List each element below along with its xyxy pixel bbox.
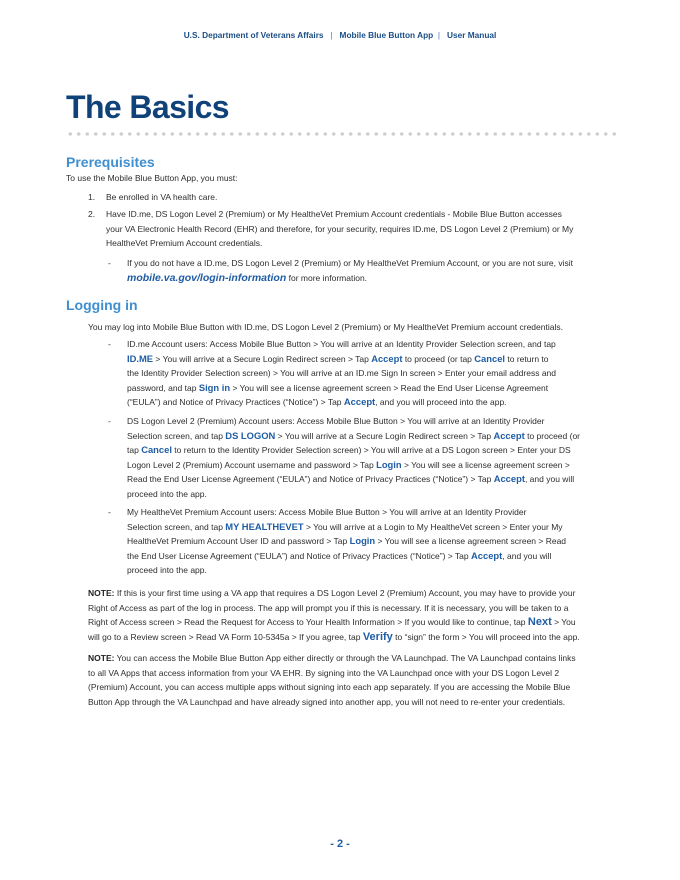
bullet-dash: - [108,507,111,517]
logging-in-intro: You may log into Mobile Blue Button with ID.me, DS Logon Level 2 (Premium) or My HealtheVet Premium account credentials. [88,322,563,332]
prerequisites-intro: To use the Mobile Blue Button App, you must: [66,173,238,183]
text-span: > You [551,617,576,627]
text-line: HealtheVet Premium Account credentials. [106,238,263,248]
prereq-item-1: Be enrolled in VA health care. [106,192,218,202]
text-line: If you do not have a ID.me, DS Logon Level 2 (Premium) or My HealtheVet Premium Account, or you are not sure, visit [127,258,573,268]
text-span: You can access the Mobile Blue Button App either directly or through the VA Launchpad. The VA Launchpad contains links [114,653,576,663]
text-line: your VA Electronic Health Record (EHR) and therefore, for your security, requires ID.me, DS Logon Level 2 (Premium) or My [106,223,574,234]
note-label: NOTE: [88,653,115,663]
text-line [88,586,628,601]
text-line [127,549,627,564]
text-line [127,381,627,396]
prereq-subitem [127,256,627,285]
text-span: , and you will [502,550,552,561]
text-span: > You will arrive at a Secure Login Redirect screen > Tap [153,353,372,364]
accept-keyword: Accept [493,473,525,484]
prereq-item-2 [106,207,626,251]
text-line: ID.me Account users: Access Mobile Blue Button > You will arrive at an Identity Provider Selection screen, and tap [127,339,556,349]
text-span: to proceed (or tap [402,353,475,364]
header-separator: | [437,30,441,40]
header-doc: User Manual [446,30,497,40]
accept-keyword: Accept [493,429,525,441]
text-line [127,458,627,473]
text-span: Read the End User License Agreement (“EULA”) and Notice of Privacy Practices (“Notice”) > Tap [127,474,494,484]
text-line: My HealtheVet Premium Account users: Access Mobile Blue Button > You will arrive at an Identity Provider [127,507,527,517]
text-line: Button App through the VA Launchpad and have already signed into another app, you will not need to re-enter your credentials. [88,696,566,707]
text-span: will go to a Review screen > Read VA Form 10-5345a > If you agree, tap [88,631,363,642]
prerequisites-heading: Prerequisites [66,154,155,170]
text-span: > You will arrive at a Login to My HealtheVet screen > Enter your My [303,521,563,532]
login-keyword: Login [376,458,402,470]
accept-keyword: Accept [371,352,403,364]
text-line [88,651,628,666]
text-line: Have ID.me, DS Logon Level 2 (Premium) or My HealtheVet Premium Account credentials - Mobile Blue Button accesses [106,209,562,219]
running-header [0,30,680,40]
next-keyword: Next [527,616,552,628]
text-span: to return to [505,353,549,364]
text-line: (Premium) Account, you can access multiple apps without signing into each app separately. If you are accessing the Mobile Blue [88,682,571,692]
text-line [127,443,627,458]
note-label: NOTE: [88,588,115,598]
bullet-dash: - [108,416,111,426]
text-line: proceed into the app. [127,488,207,499]
text-span: , and you will [524,474,575,484]
dotted-divider [66,131,616,137]
text-span: Selection screen, and tap [127,430,226,441]
cancel-keyword: Cancel [474,352,506,364]
list-number: 1. [88,192,96,202]
cancel-keyword: Cancel [141,444,172,455]
note-va-launchpad [88,651,628,709]
text-line [127,429,627,444]
login-keyword: Login [349,535,376,546]
text-line [88,615,628,630]
sign-in-keyword: Sign in [198,381,231,393]
text-span: (“EULA”) and Notice of Privacy Practices (“Notice”) > Tap [127,397,344,407]
login-information-link[interactable]: mobile.va.gov/login-information [127,271,287,284]
text-line [127,395,627,410]
text-span: to return to the Identity Provider Selection screen) > You will arrive at a DS Logon screen > Enter your DS [171,445,571,455]
logging-in-heading: Logging in [66,297,138,313]
text-span: If this is your first time using a VA app that requires a DS Logon Level 2 (Premium) Account, you may have to provide your [114,588,576,598]
idme-keyword: ID.ME [127,352,154,364]
text-span: HealtheVet Premium Account User ID and password > Tap [127,536,350,546]
text-line [127,520,627,535]
text-span: Right of Access screen > Read the Request for Access to Your Health Information > If you would like to continue, tap [88,617,528,627]
list-number: 2. [88,209,96,219]
accept-keyword: Accept [343,396,376,407]
text-line [127,352,627,367]
note-right-of-access [88,586,628,644]
ds-logon-instructions [127,414,627,501]
page-title: The Basics [66,89,229,125]
text-span: > You will see a license agreement screen > Read the End User License Agreement [230,382,549,393]
text-span: > You will see a license agreement screen > [401,459,570,470]
ds-logon-keyword: DS LOGON [225,429,276,441]
text-span: to “sign” the form > You will proceed into the app. [392,631,580,642]
verify-keyword: Verify [362,630,393,643]
text-span: , and you will proceed into the app. [375,397,507,407]
idme-instructions [127,337,627,410]
bullet-dash: - [108,258,111,268]
text-line: to all VA Apps that access information from your VA EHR. By signing into the VA Launchpad once with your DS Logon Level 2 [88,667,560,678]
text-line: Right of Access as part of the log in process. The app will prompt you if this is necessary. If it is necessary, you will be taken to a [88,602,569,613]
text-span: password, and tap [127,382,199,393]
my-healthevet-keyword: MY HEALTHEVET [225,520,304,532]
text-span: for more information. [286,272,368,283]
my-healthevet-instructions [127,505,627,578]
header-separator: | [330,30,333,40]
text-line [88,630,628,645]
text-span: Logon Level 2 (Premium) Account username and password > Tap [127,459,377,470]
text-line: the Identity Provider Selection screen) > You will arrive at an ID.me Sign In screen > Enter your email address and [127,368,557,378]
text-line [127,534,627,549]
text-line: proceed into the app. [127,565,207,575]
text-span: the End User License Agreement (“EULA”) and Notice of Privacy Practices (“Notice”) > Tap [127,550,471,561]
page-number: - 2 - [330,838,350,850]
text-span: to proceed (or [524,430,580,441]
bullet-dash: - [108,339,111,349]
text-line [127,472,627,487]
text-span: Selection screen, and tap [127,521,226,532]
header-org: U.S. Department of Veterans Affairs [183,30,324,40]
header-app: Mobile Blue Button App [339,30,434,40]
text-span: > You will arrive at a Secure Login Redirect screen > Tap [275,430,494,441]
text-span: > You will see a license agreement screen > Read [375,536,567,546]
accept-keyword: Accept [471,549,503,561]
text-line: DS Logon Level 2 (Premium) Account users: Access Mobile Blue Button > You will arrive at an Identity Provider [127,416,545,426]
text-span: tap [127,445,142,455]
text-line [127,271,627,286]
